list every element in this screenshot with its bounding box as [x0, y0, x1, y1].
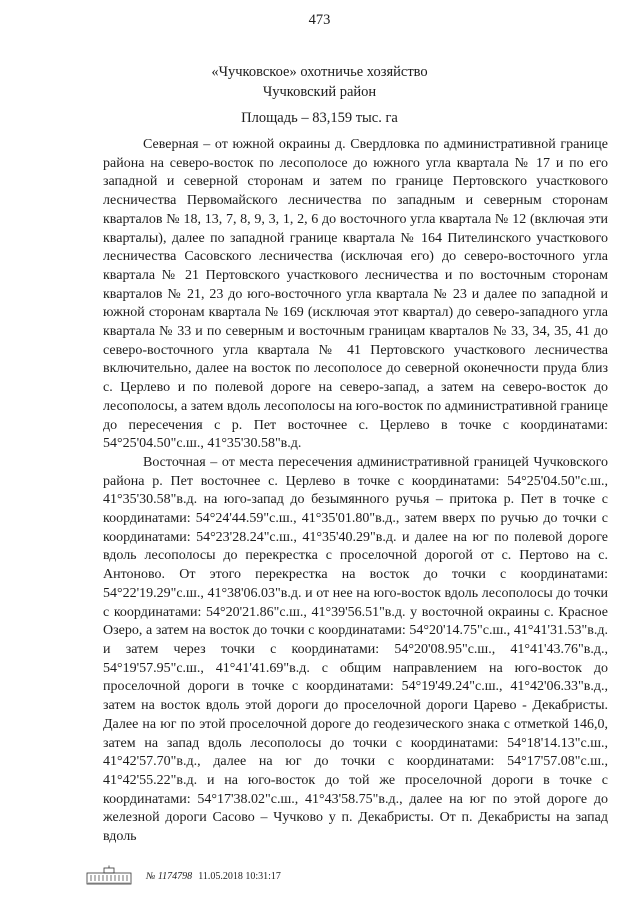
area-line: Площадь – 83,159 тыс. га [241, 110, 398, 126]
district-name: Чучковский район [262, 84, 377, 100]
boundary-description [103, 136, 608, 847]
government-building-logo-icon [86, 865, 132, 887]
north-boundary-paragraph [103, 136, 608, 454]
north-boundary-text: – от южной окраины д. Свердловка по административной границе района на северо-восток по лесополосе до южного угла квартала № 17 и по его западной и северной сторонам и затем по границе Пертовского участкового лесничества Первомайского лесничества по западным и северным сторонам кварталов № 18, 13, 7, 8, 9, 3, 1, 2, 6 до восточного угла квартала № 12 (включая эти кварталы), далее по западной границе квартала № 164 Пителинского участкового лесничества Сасовского лесничества (исключая его) до северо-восточного угла квартала № 21 Пертовского участкового лесничества и по восточным сторонам кварталов № 21, 23 до юго-восточного угла квартала № 23 и далее по западной и южной сторонам квартала № 169 (исключая этот квартал) до северо-западного угла квартала № 33 и по северным и восточным границам кварталов № 33, 34, 35, 41 до северо-восточного угла квартала № 41 Пертовского участкового лесничества включительно, далее на восток по лесополосе до северной оконечности пруда близ с. Церлево и по полевой дороге на северо-запад, а затем на северо-восток до лесополосы, а затем вдоль лесополосы на юго-восток по административной границе до пересечения с р. Пет восточнее с. Церлево в точке с координатами: 54°25'04.50"с.ш., 41°35'30.58"в.д. [103, 137, 608, 452]
document-footer [86, 864, 281, 888]
east-boundary-paragraph [103, 454, 608, 847]
north-boundary-lead: Северная [143, 137, 199, 152]
document-header [0, 62, 639, 102]
hunting-farm-title: «Чучковское» охотничье хозяйство [211, 64, 428, 80]
footer-datetime: 11.05.2018 10:31:17 [198, 870, 281, 882]
footer-document-number: № 1174798 [146, 870, 193, 882]
page-number: 473 [308, 12, 331, 28]
east-boundary-text: – от места пересечения административной границей Чучковского района р. Пет восточнее с. Церлево в точке с координатами: 54°25'04.50"с.ш., 41°35'30.58"в.д. на юго-запад до безымянного ручья – притока р. Пет в точке с координатами: 54°24'44.59"с.ш., 41°35'01.80"в.д., затем вверх по ручью до точки с координатами: 54°23'28.24"с.ш., 41°35'40.29"в.д. и далее на юг по полевой дороге вдоль лесополосы до перекрестка с проселочной дорогой от с. Пертово на с. Антоново. От этого перекрестка на восток до точки с координатами: 54°22'19.29"с.ш., 41°38'06.03"в.д. и от нее на юго-восток вдоль лесополосы до точки с координатами: 54°20'21.86"с.ш., 41°39'56.51"в.д. у восточной окраины с. Красное Озеро, а затем на восток до точки с координатами: 54°20'14.75"с.ш., 41°41'31.53"в.д. и затем через точки с координатами: 54°20'08.95"с.ш., 41°41'43.76"в.д., 54°19'57.95"с.ш., 41°41'41.69"в.д. с общим направлением на юго-восток до проселочной дороги в точке с координатами: 54°19'49.24"с.ш., 41°42'06.33"в.д., затем на восток вдоль этой дороги до проселочной дороги Царево - Декабристы. Далее на юг по этой проселочной дороге до геодезического знака с отметкой 146,0, затем на запад вдоль лесополосы до точки с координатами: 54°18'14.13"с.ш., 41°42'57.70"в.д., далее на юг до точки с координатами: 54°17'57.08"с.ш., 41°42'55.22"в.д. и на юго-восток до той же проселочной дороги в точке с координатами: 54°17'38.02"с.ш., 41°43'58.75"в.д., далее на юг по этой дороге до железной дороги Сасово – Чучково у п. Декабристы. От п. Декабристы на запад вдоль [103, 454, 608, 845]
east-boundary-lead: Восточная [143, 454, 206, 470]
